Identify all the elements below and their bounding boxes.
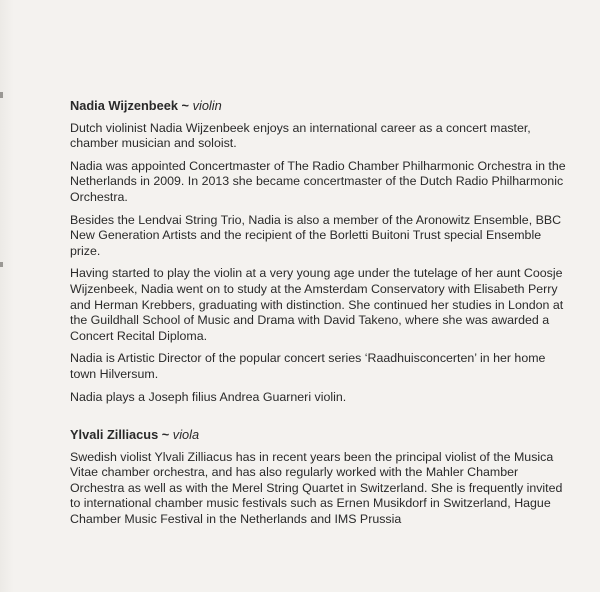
spine-mark (0, 92, 3, 98)
bio-paragraph: Nadia is Artistic Director of the popular concert series ‘Raadhuisconcerten’ in her home town Hilversum. (70, 351, 546, 381)
bio-paragraph: Nadia was appointed Concertmaster of The Radio Chamber Philharmonic Orchestra in the Netherlands in 2009. In 2013 she became concertmaster of the Dutch Radio Philharmonic Orchestra. (70, 158, 566, 204)
bio-heading: Ylvali Zilliacus ~ viola (70, 427, 200, 443)
biography-text (70, 98, 570, 535)
artist-name: Nadia Wijzenbeek (70, 98, 178, 113)
artist-instrument: viola (172, 427, 200, 443)
bio-heading: Nadia Wijzenbeek ~ violin (70, 98, 222, 113)
bio-paragraph: Swedish violist Ylvali Zilliacus has in recent years been the principal violist of the Musica Vitae chamber orchestra, and has also regularly worked with the Mahler Chamber Orchestra as well as with the Merel String Quartet in Switzerland. She is frequently invited to international chamber music festivals such as Ernen Musikdorf in Switzerland, Hague Chamber Music Festival in the Netherlands and IMS Prussia (70, 449, 563, 527)
bio-ylvali-zilliacus (70, 427, 570, 528)
bio-paragraph: Dutch violinist Nadia Wijzenbeek enjoys an international career as a concert master, chamber musician and soloist. (70, 120, 531, 151)
spine-mark (0, 262, 3, 267)
bio-paragraph: Nadia plays a Joseph filius Andrea Guarneri violin. (70, 389, 347, 404)
bio-paragraph: Having started to play the violin at a very young age under the tutelage of her aunt Coosje Wijzenbeek, Nadia went on to study at the Amsterdam Conservatory with Elisabeth Perry and Herman Krebbers, graduating with distinction. She continued her studies in London at the Guildhall School of Music and Drama with David Takeno, where she was awarded a Concert Recital Diploma. (70, 266, 564, 343)
bio-paragraph: Besides the Lendvai String Trio, Nadia is also a member of the Aronowitz Ensemble, BBC New Generation Artists and the recipient of the Borletti Buitoni Trust special Ensemble prize. (70, 212, 562, 258)
artist-instrument: violin (192, 98, 222, 113)
artist-name: Ylvali Zilliacus (70, 427, 159, 443)
bio-nadia-wijzenbeek (70, 98, 570, 405)
